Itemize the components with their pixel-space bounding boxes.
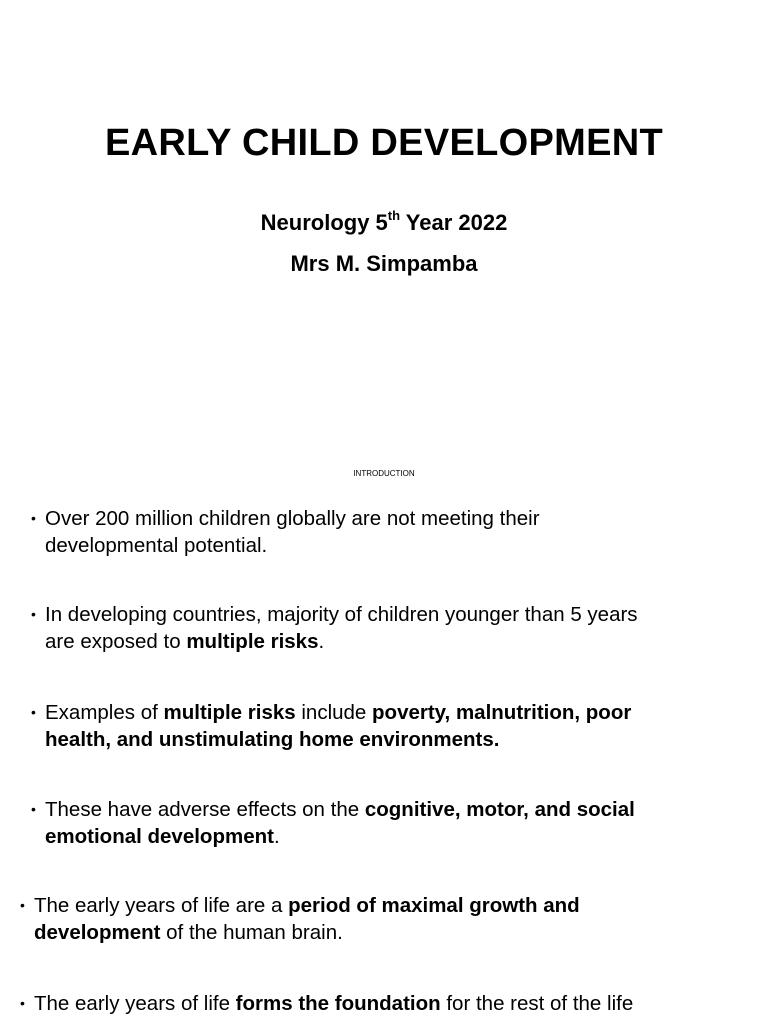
bullet-text: developmental potential. (45, 534, 268, 557)
section-heading: INTRODUCTION (353, 469, 415, 478)
bullet-item (20, 990, 764, 1017)
bullet-emphasis: emotional development (45, 825, 274, 848)
bullet-text: . (318, 630, 325, 653)
bullet-icon: • (31, 704, 36, 720)
bullet-emphasis: health, and unstimulating home environments. (45, 728, 500, 751)
bullet-text: of the human brain. (160, 921, 343, 944)
slide-title: EARLY CHILD DEVELOPMENT (105, 122, 663, 164)
bullet-icon: • (31, 510, 36, 526)
bullet-item (20, 892, 754, 946)
course-subtitle (0, 210, 768, 236)
bullet-text: These have adverse effects on the (45, 798, 365, 821)
bullet-text: The early years of life are a (34, 894, 289, 917)
course-ordinal-suffix: th (387, 208, 401, 223)
bullet-text: . (273, 825, 280, 848)
bullet-emphasis: period of maximal growth and (288, 894, 580, 917)
bullet-emphasis: forms the foundation (235, 992, 441, 1015)
bullet-item (31, 505, 745, 559)
bullet-text: Over 200 million children globally are not meeting their (45, 507, 540, 530)
bullet-icon: • (31, 606, 36, 622)
bullet-text: are exposed to (45, 630, 187, 653)
course-year: Year 2022 (400, 210, 508, 235)
bullet-emphasis: poverty, malnutrition, poor (372, 701, 632, 724)
bullet-item (31, 601, 745, 655)
bullet-text: include (295, 701, 373, 724)
bullet-icon: • (20, 995, 25, 1011)
bullet-item (31, 699, 745, 753)
bullet-text: for the rest of the life (440, 992, 634, 1015)
course-prefix: Neurology 5 (260, 210, 388, 235)
bullet-text: The early years of life (34, 992, 236, 1015)
bullet-icon: • (20, 897, 25, 913)
bullet-emphasis: multiple risks (163, 701, 296, 724)
bullet-item (31, 796, 745, 850)
bullet-emphasis: multiple risks (186, 630, 319, 653)
bullet-emphasis: development (34, 921, 161, 944)
bullet-text: Examples of (45, 701, 164, 724)
author-name: Mrs M. Simpamba (290, 251, 478, 276)
bullet-text: In developing countries, majority of children younger than 5 years (45, 603, 638, 626)
bullet-emphasis: cognitive, motor, and social (364, 798, 635, 821)
bullet-icon: • (31, 801, 36, 817)
